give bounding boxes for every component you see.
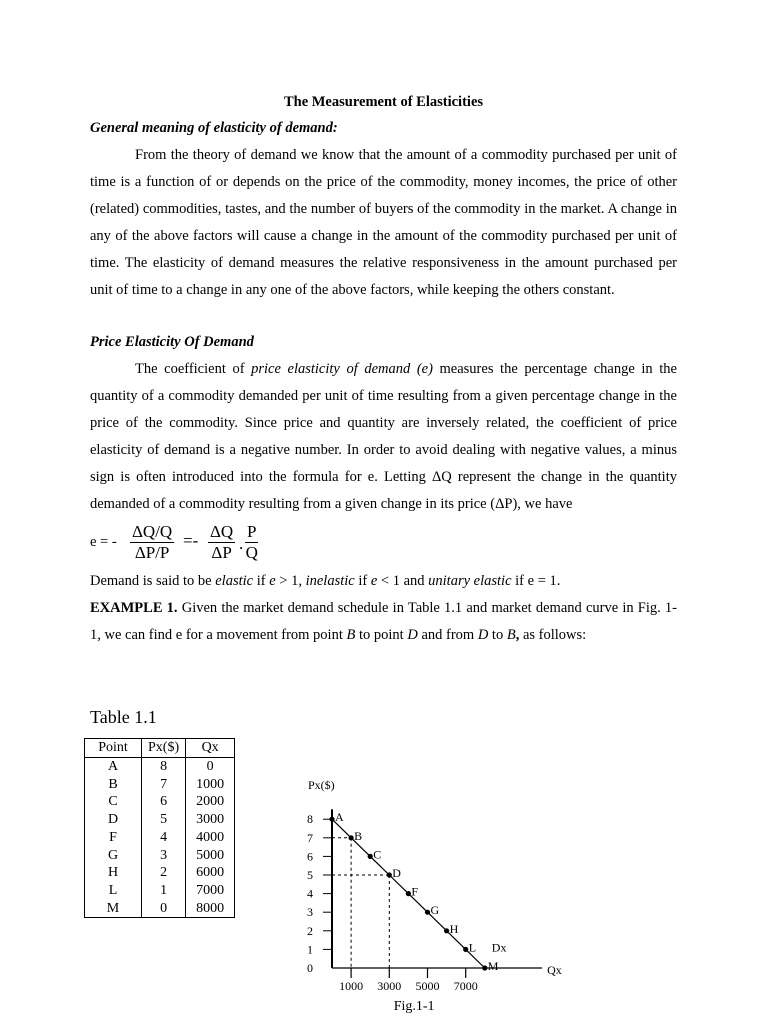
demand-point bbox=[406, 891, 411, 896]
table-cell-quantity: 2000 bbox=[196, 794, 225, 810]
table-row bbox=[85, 758, 235, 776]
example-paragraph bbox=[90, 595, 677, 649]
y-tick-label: 2 bbox=[307, 923, 313, 938]
fraction-numerator: ΔQ/Q bbox=[132, 522, 173, 541]
table-cell-quantity: 8000 bbox=[196, 900, 225, 916]
paragraph-general-meaning: From the theory of demand we know that the amount of a commodity purchased per unit of time is a function of or depends on the price of the commodity, money incomes, the price of other (related) commodities, tastes, and the number of buyers of the commodity in the market. A change in any of the above factors will cause a change in the amount of the commodity purchased per unit of time. The elasticity of demand measures the relative responsiveness in the amount purchased per unit of time to a change in any one of the above factors, while keeping the others constant. bbox=[90, 147, 677, 298]
table-cell-point: A bbox=[85, 758, 142, 776]
point-label: C bbox=[373, 847, 382, 862]
text-run: to bbox=[488, 627, 507, 643]
table-cell-point: C bbox=[85, 793, 142, 811]
table-cell-point: D bbox=[85, 811, 142, 829]
table-cell-quantity: 1000 bbox=[196, 776, 225, 792]
table-cell-price: 1 bbox=[142, 882, 186, 900]
demand-point bbox=[329, 817, 334, 822]
demand-curve-figure bbox=[295, 770, 575, 1020]
curve-label: Dx bbox=[491, 940, 507, 955]
table-cell-point: L bbox=[85, 882, 142, 900]
table-cell-quantity: 7000 bbox=[196, 882, 225, 898]
italic-term: price elasticity of demand (e) bbox=[251, 361, 433, 377]
y-tick-label: 3 bbox=[307, 905, 313, 920]
table-cell-point: H bbox=[85, 864, 142, 882]
formula-fraction-3 bbox=[245, 522, 258, 563]
demand-point bbox=[349, 835, 354, 840]
y-tick-label: 1 bbox=[307, 942, 313, 957]
table-cell-quantity: 4000 bbox=[196, 829, 225, 845]
section-heading-price-elasticity: Price Elasticity Of Demand bbox=[90, 334, 254, 350]
italic-term: e bbox=[269, 573, 276, 589]
table-row bbox=[85, 811, 235, 829]
table-cell-price: 2 bbox=[142, 864, 186, 882]
table-row bbox=[85, 864, 235, 882]
italic-term: B bbox=[346, 627, 356, 643]
fraction-denominator: ΔP/P bbox=[134, 543, 170, 562]
demand-point bbox=[368, 854, 373, 859]
fraction-numerator: P bbox=[247, 522, 257, 541]
table-cell-point: M bbox=[85, 900, 142, 918]
table-cell-price: 0 bbox=[142, 900, 186, 918]
text-run: measures the percentage change in the quantity of a commodity demanded per unit of time resulting from a given percentage change in the price of the commodity. Since price and quantity are inversely related, the coefficient of price elasticity of demand is a negative number. In order to avoid dealing with negative values, a minus sign is often introduced into the formula for e. Letting ΔQ represent the change in the quantity demanded of a commodity resulting from a given change in its price (ΔP), we have bbox=[90, 361, 677, 512]
y-tick-label: 4 bbox=[307, 886, 313, 901]
italic-term: inelastic bbox=[305, 573, 355, 589]
fraction-numerator: ΔQ bbox=[210, 522, 234, 541]
formula-equals: =- bbox=[183, 531, 199, 550]
y-tick-label: 0 bbox=[307, 961, 313, 975]
figure-caption: Fig.1-1 bbox=[393, 999, 435, 1014]
table-cell-price: 5 bbox=[142, 811, 186, 829]
y-axis-label: Px($) bbox=[308, 778, 335, 792]
y-tick-label: 8 bbox=[307, 812, 313, 827]
formula-fraction-1 bbox=[130, 522, 174, 563]
x-axis-label: Qx bbox=[547, 963, 562, 977]
text-run: > 1, bbox=[275, 573, 306, 589]
italic-term: unitary elastic bbox=[428, 573, 512, 589]
fraction-denominator: Q bbox=[245, 543, 258, 562]
text-run: if e = 1. bbox=[511, 573, 561, 589]
text-run: < 1 and bbox=[377, 573, 429, 589]
point-label: B bbox=[354, 828, 363, 843]
text-run: and from bbox=[417, 627, 478, 643]
demand-point bbox=[387, 872, 392, 877]
x-tick-label: 3000 bbox=[377, 979, 402, 993]
text-run: to point bbox=[355, 627, 408, 643]
table-row bbox=[85, 793, 235, 811]
x-tick-label: 1000 bbox=[339, 979, 364, 993]
formula-dot: . bbox=[239, 534, 244, 553]
table-title: Table 1.1 bbox=[90, 707, 157, 727]
section-heading-general: General meaning of elasticity of demand: bbox=[90, 120, 338, 136]
point-label: M bbox=[487, 959, 499, 973]
formula-fraction-2 bbox=[208, 522, 235, 563]
table-row bbox=[85, 900, 235, 918]
table-header-quantity: Qx bbox=[186, 739, 235, 758]
table-header-point: Point bbox=[85, 739, 142, 758]
point-label: D bbox=[392, 866, 401, 880]
example-label: EXAMPLE 1. bbox=[90, 600, 178, 616]
fraction-denominator: ΔP bbox=[211, 543, 232, 562]
text-run: if bbox=[354, 573, 371, 589]
italic-term: D bbox=[477, 627, 489, 643]
table-header-row bbox=[85, 739, 235, 758]
text-run: if bbox=[253, 573, 270, 589]
demand-point bbox=[463, 947, 468, 952]
italic-term: B bbox=[506, 627, 516, 643]
text-run: The coefficient of bbox=[135, 361, 252, 377]
table-cell-price: 4 bbox=[142, 829, 186, 847]
point-label: H bbox=[449, 921, 459, 936]
table-row bbox=[85, 882, 235, 900]
page-title: The Measurement of Elasticities bbox=[283, 94, 484, 110]
text-run: Demand is said to be bbox=[90, 573, 216, 589]
table-cell-quantity: 5000 bbox=[196, 847, 225, 863]
table-row bbox=[85, 776, 235, 794]
table-header-price: Px($) bbox=[142, 739, 186, 758]
text-run: Given the market demand schedule in Table 1.1 and market demand curve in Fig. 1-1, we can find e for a movement from point bbox=[90, 600, 678, 643]
table-row bbox=[85, 829, 235, 847]
table-cell-point: F bbox=[85, 829, 142, 847]
x-tick-label: 7000 bbox=[453, 979, 478, 993]
point-label: A bbox=[335, 810, 344, 825]
point-label: F bbox=[411, 884, 419, 899]
italic-term: D bbox=[407, 627, 418, 643]
text-run: , bbox=[515, 627, 520, 643]
table-cell-quantity: 6000 bbox=[196, 865, 225, 881]
italic-term: e bbox=[370, 573, 378, 589]
table-cell-price: 6 bbox=[142, 793, 186, 811]
table-cell-price: 7 bbox=[142, 776, 186, 794]
y-tick-label: 5 bbox=[307, 868, 313, 882]
x-tick-label: 5000 bbox=[415, 979, 440, 993]
y-tick-label: 7 bbox=[307, 830, 313, 845]
table-cell-price: 8 bbox=[142, 758, 186, 776]
demand-schedule-table bbox=[84, 738, 235, 918]
italic-term: elastic bbox=[215, 573, 254, 589]
table-cell-point: B bbox=[85, 776, 142, 794]
y-tick-label: 6 bbox=[307, 849, 313, 864]
paragraph-price-elasticity bbox=[90, 356, 677, 518]
formula-lhs: e = - bbox=[90, 534, 117, 550]
demand-point bbox=[425, 910, 430, 915]
demand-point bbox=[444, 928, 449, 933]
text-run: as follows: bbox=[519, 627, 587, 643]
demand-point bbox=[482, 965, 487, 970]
table-cell-quantity: 0 bbox=[206, 759, 214, 774]
point-label: G bbox=[430, 903, 440, 918]
table-cell-quantity: 3000 bbox=[196, 812, 225, 828]
table-cell-price: 3 bbox=[142, 847, 186, 865]
point-label: L bbox=[468, 940, 477, 955]
demand-elasticity-conditions bbox=[90, 568, 677, 595]
table-cell-point: G bbox=[85, 847, 142, 865]
table-row bbox=[85, 847, 235, 865]
